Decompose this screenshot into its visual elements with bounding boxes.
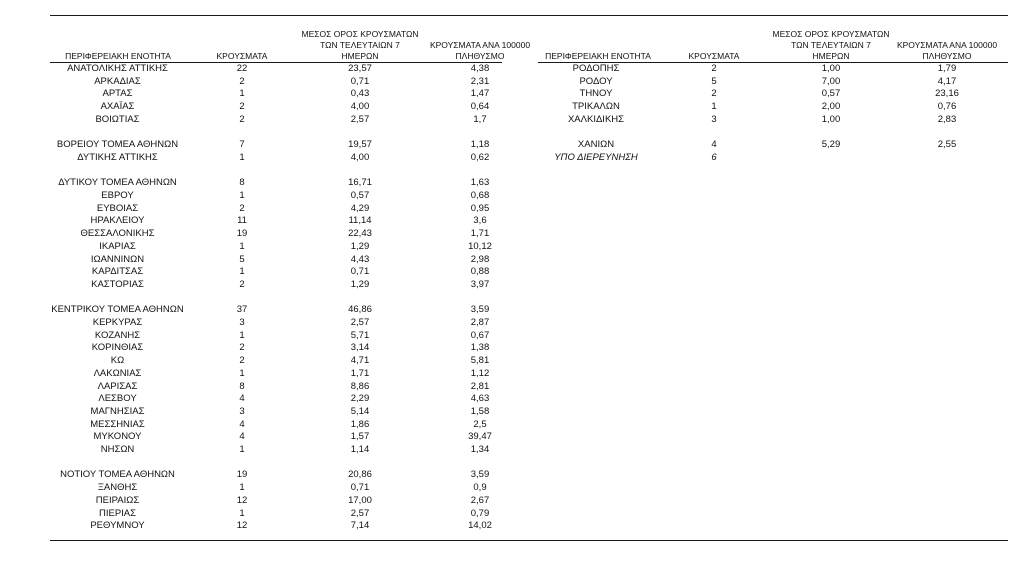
- cases-cell: 5: [711, 75, 717, 87]
- region-cell: ΧΑΝΙΩΝ: [577, 139, 615, 151]
- per100k-cell: 0,9: [473, 482, 487, 494]
- cases-cell: 8: [239, 177, 245, 189]
- per100k-cell: 3,59: [470, 469, 490, 481]
- per100k-cell: 1,18: [470, 139, 490, 151]
- per100k-cell: 10,12: [468, 240, 492, 252]
- per100k-cell: 23,16: [935, 88, 959, 100]
- per100k-cell: 39,47: [468, 431, 492, 443]
- region-cell: ΑΝΑΤΟΛΙΚΗΣ ΑΤΤΙΚΗΣ: [67, 63, 168, 74]
- avg7-cell: 1,14: [350, 444, 370, 455]
- avg7-cell: 4,00: [350, 101, 370, 113]
- header-label: ΚΡΟΥΣΜΑΤΑ ΑΝΑ 100000: [896, 40, 998, 50]
- cases-cell: 2: [239, 278, 245, 290]
- region-cell: ΒΟΙΩΤΙΑΣ: [95, 113, 140, 125]
- cases-cell: 1: [239, 444, 245, 455]
- header-label: ΤΩΝ ΤΕΛΕΥΤΑΙΩΝ 7: [791, 40, 871, 50]
- region-cell: ΗΡΑΚΛΕΙΟΥ: [90, 215, 145, 227]
- per100k-cell: 0,62: [470, 151, 490, 163]
- bottom-rule: [50, 540, 1008, 541]
- per100k-cell: 2,83: [937, 113, 957, 125]
- header-label: ΜΕΣΟΣ ΟΡΟΣ ΚΡΟΥΣΜΑΤΩΝ: [772, 29, 890, 39]
- cases-cell: 4: [239, 431, 245, 443]
- avg7-cell: 8,86: [350, 380, 370, 392]
- avg7-cell: 4,00: [350, 151, 370, 163]
- cases-cell: 1: [711, 101, 717, 113]
- region-cell: ΘΕΣΣΑΛΟΝΙΚΗΣ: [80, 228, 155, 240]
- cases-cell: 4: [239, 418, 245, 430]
- region-cell: ΔΥΤΙΚΗΣ ΑΤΤΙΚΗΣ: [77, 151, 158, 163]
- cases-cell: 12: [236, 520, 248, 532]
- per100k-cell: 1,12: [470, 367, 490, 379]
- avg7-cell: 5,29: [821, 139, 841, 151]
- region-cell: ΕΥΒΟΙΑΣ: [96, 202, 139, 214]
- region-cell: ΡΕΘΥΜΝΟΥ: [90, 520, 145, 532]
- cases-cell: 1: [239, 507, 245, 519]
- per100k-cell: 3,59: [470, 304, 490, 316]
- avg7-cell: 0,71: [350, 482, 370, 494]
- cases-cell: 2: [239, 342, 245, 354]
- avg7-cell: 0,71: [350, 75, 370, 87]
- avg7-cell: 2,57: [350, 113, 370, 125]
- avg7-cell: 2,29: [350, 393, 370, 405]
- avg7-cell: 7,14: [350, 520, 370, 532]
- region-cell: ΚΩ: [110, 355, 125, 367]
- header-label: ΜΕΣΟΣ ΟΡΟΣ ΚΡΟΥΣΜΑΤΩΝ: [301, 29, 419, 39]
- cases-cell: 11: [237, 215, 247, 227]
- region-cell: ΙΩΑΝΝΙΝΩΝ: [90, 253, 145, 265]
- region-cell: ΥΠΟ ΔΙΕΡΕΥΝΗΣΗ: [554, 151, 638, 163]
- region-cell: ΝΟΤΙΟΥ ΤΟΜΕΑ ΑΘΗΝΩΝ: [60, 469, 175, 481]
- left-header-region: [52, 51, 184, 62]
- cases-cell: 1: [239, 482, 245, 494]
- region-cell: ΤΗΝΟΥ: [579, 88, 613, 100]
- top-rule: [50, 15, 1008, 16]
- cases-cell: 19: [236, 228, 248, 240]
- region-cell: ΠΙΕΡΙΑΣ: [98, 507, 137, 519]
- cases-cell: 4: [239, 393, 245, 405]
- header-label: ΚΡΟΥΣΜΑΤΑ: [216, 51, 268, 61]
- header-label: ΚΡΟΥΣΜΑΤΑ ΑΝΑ 100000: [429, 40, 531, 50]
- avg7-cell: 1,29: [350, 278, 370, 290]
- avg7-cell: 17,00: [348, 494, 372, 506]
- region-cell: ΚΟΡΙΝΘΙΑΣ: [91, 342, 144, 354]
- region-cell: ΚΕΝΤΡΙΚΟΥ ΤΟΜΕΑ ΑΘΗΝΩΝ: [51, 304, 184, 316]
- per100k-cell: 1,63: [470, 177, 490, 189]
- per100k-cell: 0,95: [470, 202, 490, 214]
- region-cell: ΑΧΑΪΑΣ: [100, 101, 135, 113]
- avg7-cell: 4,29: [350, 202, 370, 214]
- per100k-cell: 1,47: [470, 88, 490, 100]
- cases-cell: 8: [239, 380, 245, 392]
- header-label: ΗΜΕΡΩΝ: [341, 51, 379, 61]
- cases-cell: 4: [711, 139, 717, 151]
- cases-cell: 6: [711, 151, 717, 163]
- right-header-per100k: [880, 40, 1014, 62]
- cases-cell: 1: [239, 151, 245, 163]
- region-cell: ΚΕΡΚΥΡΑΣ: [92, 317, 143, 328]
- header-label: ΚΡΟΥΣΜΑΤΑ: [688, 51, 740, 61]
- left-header-avg7: [293, 29, 427, 62]
- cases-cell: 2: [239, 113, 245, 125]
- region-cell: ΛΑΡΙΣΑΣ: [97, 380, 138, 392]
- cases-cell: 22: [236, 63, 248, 74]
- left-header-cases: [210, 51, 274, 62]
- region-cell: ΜΕΣΣΗΝΙΑΣ: [90, 418, 145, 430]
- region-cell: ΝΗΣΩΝ: [100, 444, 135, 455]
- region-cell: ΛΕΣΒΟΥ: [98, 393, 137, 405]
- per100k-cell: 0,79: [470, 507, 490, 519]
- per100k-cell: 1,38: [470, 342, 490, 354]
- per100k-cell: 14,02: [468, 520, 492, 532]
- region-cell: ΑΡΤΑΣ: [102, 88, 133, 100]
- per100k-cell: 2,31: [470, 75, 490, 87]
- cases-cell: 3: [711, 113, 717, 125]
- avg7-cell: 5,14: [350, 405, 370, 417]
- avg7-cell: 16,71: [348, 177, 372, 189]
- per100k-cell: 2,81: [470, 380, 490, 392]
- right-header-avg7: [763, 29, 899, 62]
- per100k-cell: 2,67: [470, 494, 490, 506]
- avg7-cell: 46,86: [348, 304, 372, 316]
- cases-cell: 7: [239, 139, 245, 151]
- region-cell: ΡΟΔΟΥ: [579, 75, 613, 87]
- per100k-cell: 4,17: [937, 75, 957, 87]
- avg7-cell: 1,29: [350, 240, 370, 252]
- cases-cell: 2: [239, 202, 245, 214]
- region-cell: ΠΕΙΡΑΙΩΣ: [95, 494, 140, 506]
- avg7-cell: 5,71: [350, 329, 370, 341]
- avg7-cell: 0,71: [350, 266, 370, 278]
- region-cell: ΛΑΚΩΝΙΑΣ: [93, 367, 142, 379]
- region-cell: ΡΟΔΟΠΗΣ: [572, 63, 620, 74]
- region-cell: ΕΒΡΟΥ: [101, 190, 134, 201]
- avg7-cell: 20,86: [348, 469, 372, 481]
- per100k-cell: 0,67: [470, 329, 490, 341]
- cases-cell: 2: [239, 101, 245, 113]
- region-cell: ΜΑΓΝΗΣΙΑΣ: [90, 405, 145, 417]
- per100k-cell: 3,97: [470, 278, 490, 290]
- cases-cell: 2: [711, 63, 717, 74]
- per100k-cell: 1,7: [473, 113, 487, 125]
- avg7-cell: 1,86: [350, 418, 370, 430]
- avg7-cell: 4,71: [350, 355, 370, 367]
- avg7-cell: 2,00: [821, 101, 841, 113]
- per100k-cell: 4,38: [470, 63, 490, 74]
- left-header-per100k: [414, 40, 546, 62]
- avg7-cell: 0,57: [821, 88, 841, 100]
- per100k-cell: 3,6: [473, 215, 487, 227]
- per100k-cell: 0,76: [937, 101, 957, 113]
- cases-cell: 3: [239, 405, 245, 417]
- avg7-cell: 4,43: [350, 253, 370, 265]
- avg7-cell: 22,43: [348, 228, 372, 240]
- region-cell: ΜΥΚΟΝΟΥ: [93, 431, 142, 443]
- region-cell: ΒΟΡΕΙΟΥ ΤΟΜΕΑ ΑΘΗΝΩΝ: [56, 139, 179, 151]
- avg7-cell: 1,00: [821, 113, 841, 125]
- avg7-cell: 1,71: [350, 367, 370, 379]
- cases-cell: 3: [239, 317, 245, 328]
- per100k-cell: 1,71: [470, 228, 490, 240]
- cases-cell: 1: [239, 367, 245, 379]
- avg7-cell: 1,57: [350, 431, 370, 443]
- cases-cell: 12: [236, 494, 248, 506]
- header-label: ΠΕΡΙΦΕΡΕΙΑΚΗ ΕΝΟΤΗΤΑ: [65, 51, 171, 61]
- region-cell: ΚΑΡΔΙΤΣΑΣ: [91, 266, 144, 278]
- cases-cell: 2: [239, 75, 245, 87]
- cases-cell: 1: [239, 240, 245, 252]
- header-label: ΠΛΗΘΥΣΜΟ: [922, 51, 972, 61]
- avg7-cell: 3,14: [350, 342, 370, 354]
- cases-cell: 1: [239, 329, 245, 341]
- avg7-cell: 1,00: [821, 63, 841, 74]
- region-cell: ΤΡΙΚΑΛΩΝ: [572, 101, 620, 113]
- avg7-cell: 2,57: [350, 507, 370, 519]
- region-cell: ΔΥΤΙΚΟΥ ΤΟΜΕΑ ΑΘΗΝΩΝ: [58, 177, 177, 189]
- avg7-cell: 19,57: [348, 139, 372, 151]
- avg7-cell: 2,57: [350, 317, 370, 328]
- region-cell: ΧΑΛΚΙΔΙΚΗΣ: [567, 113, 625, 125]
- per100k-cell: 1,79: [937, 63, 957, 74]
- avg7-cell: 7,00: [821, 75, 841, 87]
- cases-cell: 1: [239, 190, 245, 201]
- per100k-cell: 4,63: [470, 393, 490, 405]
- header-label: ΠΛΗΘΥΣΜΟ: [455, 51, 505, 61]
- region-cell: ΚΟΖΑΝΗΣ: [94, 329, 141, 341]
- avg7-cell: 0,43: [350, 88, 370, 100]
- per100k-cell: 0,88: [470, 266, 490, 278]
- region-cell: ΑΡΚΑΔΙΑΣ: [94, 75, 141, 87]
- per100k-cell: 2,55: [937, 139, 957, 151]
- cases-cell: 1: [239, 266, 245, 278]
- per100k-cell: 1,34: [470, 444, 490, 455]
- per100k-cell: 0,68: [470, 190, 490, 201]
- cases-cell: 19: [236, 469, 248, 481]
- per100k-cell: 2,87: [470, 317, 490, 328]
- header-label: ΗΜΕΡΩΝ: [812, 51, 850, 61]
- avg7-cell: 23,57: [348, 63, 372, 74]
- avg7-cell: 11,14: [348, 215, 372, 227]
- per100k-cell: 2,5: [473, 418, 487, 430]
- cases-cell: 2: [239, 355, 245, 367]
- per100k-cell: 5,81: [470, 355, 490, 367]
- per100k-cell: 2,98: [470, 253, 490, 265]
- cases-cell: 2: [711, 88, 717, 100]
- avg7-cell: 0,57: [350, 190, 370, 201]
- per100k-cell: 1,58: [470, 405, 490, 417]
- per100k-cell: 0,64: [470, 101, 490, 113]
- region-cell: ΙΚΑΡΙΑΣ: [99, 240, 136, 252]
- region-cell: ΞΑΝΘΗΣ: [97, 482, 138, 494]
- cases-cell: 1: [239, 88, 245, 100]
- right-header-cases: [682, 51, 746, 62]
- header-label: ΤΩΝ ΤΕΛΕΥΤΑΙΩΝ 7: [320, 40, 400, 50]
- cases-cell: 5: [239, 253, 245, 265]
- right-header-region: [532, 51, 664, 62]
- cases-cell: 37: [236, 304, 248, 316]
- region-cell: ΚΑΣΤΟΡΙΑΣ: [91, 278, 144, 290]
- header-label: ΠΕΡΙΦΕΡΕΙΑΚΗ ΕΝΟΤΗΤΑ: [545, 51, 651, 61]
